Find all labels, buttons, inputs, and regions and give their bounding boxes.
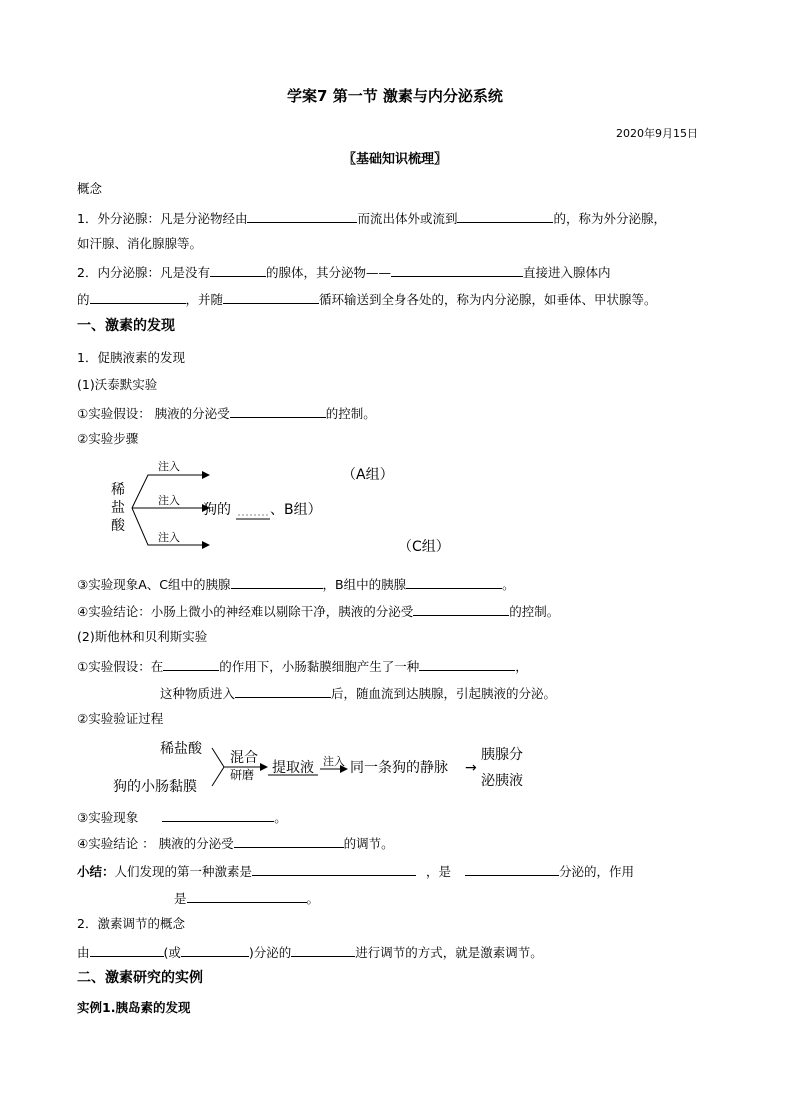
- blank: [187, 889, 307, 903]
- text: ①实验假设：在: [77, 659, 164, 674]
- text: 循环输送到全身各处的，称为内分泌腺，如垂体、甲状腺等。: [319, 292, 657, 307]
- part1-heading: 一、激素的发现: [77, 318, 175, 334]
- concept-line-2: 如汗腺、消化腺腺等。: [77, 236, 203, 251]
- text: ④实验结论：小肠上微小的神经难以剔除干净，胰液的分泌受: [77, 604, 414, 619]
- exp1: (1)沃泰默实验: [77, 377, 158, 392]
- inject-label-b: 注入: [158, 494, 180, 507]
- text: ③实验现象: [77, 810, 139, 825]
- text: ，是: [426, 864, 452, 879]
- regulation: [77, 943, 543, 961]
- blank: [291, 943, 355, 957]
- text: 。: [502, 577, 515, 592]
- blank: [162, 808, 274, 822]
- blank: [90, 943, 164, 957]
- text: ④实验结论 ： 胰液的分泌受: [77, 836, 234, 851]
- group-b-prefix: 狗的: [203, 502, 231, 518]
- sub1: 1．促胰液素的发现: [77, 350, 185, 365]
- vein: 同一条狗的静脉: [350, 760, 448, 776]
- text: 的作用下，小肠黏膜细胞产生了一种: [219, 659, 420, 674]
- blank: [234, 834, 344, 848]
- mix-bottom: 研磨: [230, 768, 255, 782]
- text: 是: [174, 891, 187, 906]
- inject-label-a: 注入: [158, 460, 180, 473]
- text: 。: [274, 810, 287, 825]
- blank: [252, 862, 416, 876]
- acid-char-1: 稀: [111, 482, 125, 498]
- summary: [77, 862, 634, 880]
- text: 分泌的，作用: [559, 864, 635, 879]
- steps: ②实验步骤: [77, 431, 139, 446]
- pancreas-bottom: 泌胰液: [481, 773, 523, 789]
- acid-2: 稀盐酸: [160, 741, 202, 757]
- sub2: 2．激素调节的概念: [77, 916, 185, 931]
- text: ，: [515, 659, 528, 674]
- blank: [465, 862, 559, 876]
- section-heading: 〖基础知识梳理〗: [342, 152, 447, 167]
- example-1: 实例1.胰岛素的发现: [77, 1000, 191, 1015]
- page-title: 学案7 第一节 激素与内分泌系统: [287, 87, 503, 105]
- summary-cont: [174, 889, 319, 907]
- text: 的，称为外分泌腺，: [553, 211, 666, 226]
- group-a: （A组）: [342, 467, 394, 483]
- extract: 提取液: [272, 760, 314, 776]
- mucosa: 狗的小肠黏膜: [113, 779, 197, 795]
- text: ，并随: [185, 292, 224, 307]
- part2-heading: 二、激素研究的实例: [77, 970, 203, 986]
- text: 的腺体，其分泌物——: [265, 265, 391, 280]
- text: 2．内分泌腺：凡是没有: [77, 265, 210, 280]
- text: 的调节。: [343, 836, 394, 851]
- text: 由: [77, 945, 90, 960]
- text: 的控制。: [325, 406, 376, 421]
- text: 。: [306, 891, 320, 906]
- text: 而流出体外或流到: [357, 211, 458, 226]
- verify: ②实验验证过程: [77, 711, 164, 726]
- text: )分泌的: [248, 945, 292, 960]
- summary-label: 小结：: [77, 864, 115, 879]
- acid-char-3: 酸: [111, 518, 125, 534]
- pancreas-top: 胰腺分: [481, 747, 523, 763]
- text: 后，随血流到达胰腺，引起胰液的分泌。: [331, 686, 557, 701]
- text: ③实验现象A、C组中的胰腺: [77, 577, 231, 592]
- text: 1．外分泌腺：凡是分泌物经由: [77, 211, 248, 226]
- text: 进行调节的方式，就是激素调节。: [355, 945, 543, 960]
- text: ，B组中的胰腺: [322, 577, 407, 592]
- text: ①实验假设： 胰液的分泌受: [77, 406, 230, 421]
- exp2: (2)斯他林和贝利斯实验: [77, 629, 208, 644]
- text: 这种物质进入: [160, 686, 236, 701]
- phenomenon-2: [77, 808, 287, 826]
- group-c: （C组）: [398, 539, 450, 555]
- mix-top: 混合: [230, 750, 258, 766]
- text: 的控制。: [509, 604, 560, 619]
- inject-label-2: 注入: [323, 755, 345, 768]
- conclusion-2: [77, 834, 394, 852]
- concept-label: 概念: [77, 181, 103, 196]
- text: (或: [163, 945, 181, 960]
- arrow: →: [465, 760, 477, 776]
- blank: [181, 943, 249, 957]
- acid-char-2: 盐: [111, 500, 125, 516]
- group-b: 、B组）: [270, 502, 322, 518]
- text: 人们发现的第一种激素是: [114, 864, 253, 879]
- text: 直接进入腺体内: [522, 265, 611, 280]
- text: 的: [77, 292, 90, 307]
- inject-label-c: 注入: [158, 531, 180, 544]
- date: 2020年9月15日: [616, 127, 698, 140]
